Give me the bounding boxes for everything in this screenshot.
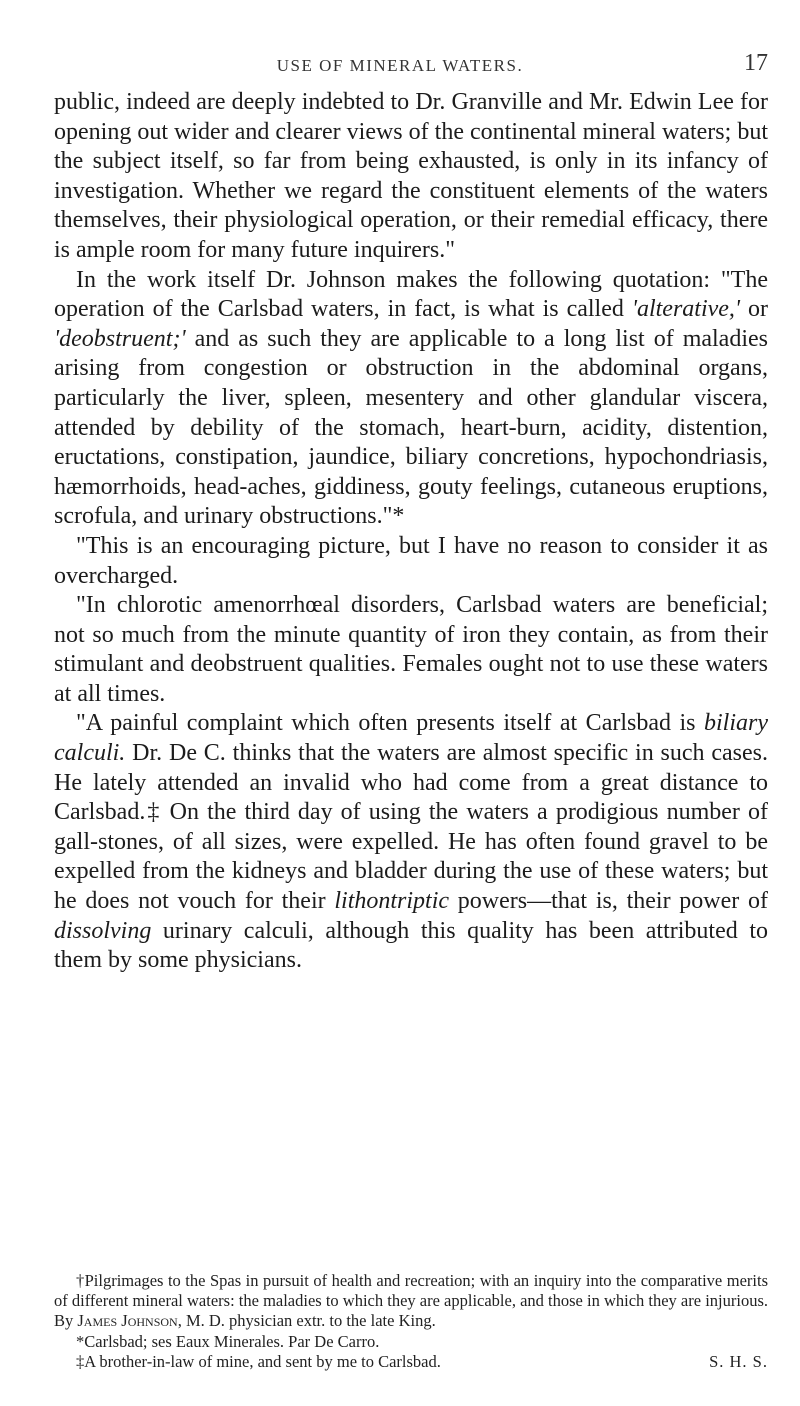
paragraph-4: [54, 591, 768, 709]
page-number: 17: [744, 50, 768, 76]
footnote-asterisk: [54, 1332, 768, 1352]
body-text: [54, 88, 768, 976]
footnote-double-dagger: [54, 1352, 768, 1372]
term-deobstruent: 'deobstruent;': [54, 325, 186, 352]
paragraph-5: [54, 709, 768, 975]
paragraph-5-text-c: powers—that is, their power of: [449, 888, 769, 915]
paragraph-2: [54, 266, 768, 532]
paragraph-2-text-c: and as such they are applicable to a long list of maladies arising from congestion or obstruction in the abdominal organs, particularly the liver, spleen, mesentery and other glandular viscera, attended by debility of the stomach, heart-burn, acidity, distention, eructations, constipation, jaundice, biliary concretions, hypochondriasis, hæmorrhoids, head-aches, giddiness, gouty feelings, cutaneous eruptions, scrofula, and urinary obstructions."*: [54, 325, 768, 530]
paragraph-3-text: "This is an encouraging picture, but I have no reason to consider it as overcharged.: [54, 532, 768, 589]
footnote-dagger-text-a: †Pilgrimages to the Spas in pursuit of health and recreation; with an inquiry into the comparative merits of different mineral waters: the maladies to which they are applicable, and those in which they are injurious. By: [54, 1271, 768, 1331]
footnote-double-dagger-text: ‡A brother-in-law of mine, and sent by me to Carlsbad.: [76, 1351, 441, 1371]
term-biliary-calculi: biliary calculi.: [54, 710, 768, 767]
term-lithontriptic: lithontriptic: [334, 888, 450, 915]
term-dissolving: dissolving: [54, 917, 152, 944]
running-title: USE OF MINERAL WATERS.: [276, 56, 524, 75]
paragraph-5-text-d: urinary calculi, although this quality has been attributed to them by some physicians.: [54, 917, 768, 974]
footnote-dagger-text-b: , M. D. physician extr. to the late King.: [177, 1311, 436, 1331]
paragraph-3: [54, 532, 768, 591]
paragraph-4-text: "In chlorotic amenorrhœal disorders, Carlsbad waters are beneficial; not so much from the minute quantity of iron they contain, as from their stimulant and deobstruent qualities. Females ought not to use these waters at all times.: [54, 592, 768, 707]
paragraph-2-text-a: In the work itself Dr. Johnson makes the following quotation: "The operation of the Carlsbad waters, in fact, is what is called: [54, 266, 768, 323]
term-alterative: 'alterative,': [631, 296, 741, 323]
paragraph-2-text-b: or: [740, 296, 768, 323]
paragraph-1: [54, 88, 768, 266]
footnote-signature: S. H. S.: [709, 1351, 768, 1371]
footnote-author: James Johnson: [77, 1311, 178, 1331]
footnote-dagger: [54, 1271, 768, 1332]
running-head: [0, 50, 800, 86]
paragraph-1-text: public, indeed are deeply indebted to Dr. Granville and Mr. Edwin Lee for opening out wider and clearer views of the continental mineral waters; but the subject itself, so far from being exhausted, is only in its infancy of investigation. Whether we regard the constituent elements of the waters themselves, their physiological operation, or their remedial efficacy, there is ample room for many future inquirers.": [54, 89, 768, 263]
paragraph-5-text-b: Dr. De C. thinks that the waters are almost specific in such cases. He lately attended an invalid who had come from a great distance to Carlsbad.‡ On the third day of using the waters a prodigious number of gall-stones, of all sizes, were expelled. He has often found gravel to be expelled from the kidneys and bladder during the use of these waters; but he does not vouch for their: [54, 740, 768, 915]
footnotes: [54, 1271, 768, 1372]
paragraph-5-text-a: "A painful complaint which often presents itself at Carlsbad is: [76, 710, 704, 737]
footnote-asterisk-text: *Carlsbad; ses Eaux Minerales. Par De Carro.: [76, 1331, 380, 1351]
